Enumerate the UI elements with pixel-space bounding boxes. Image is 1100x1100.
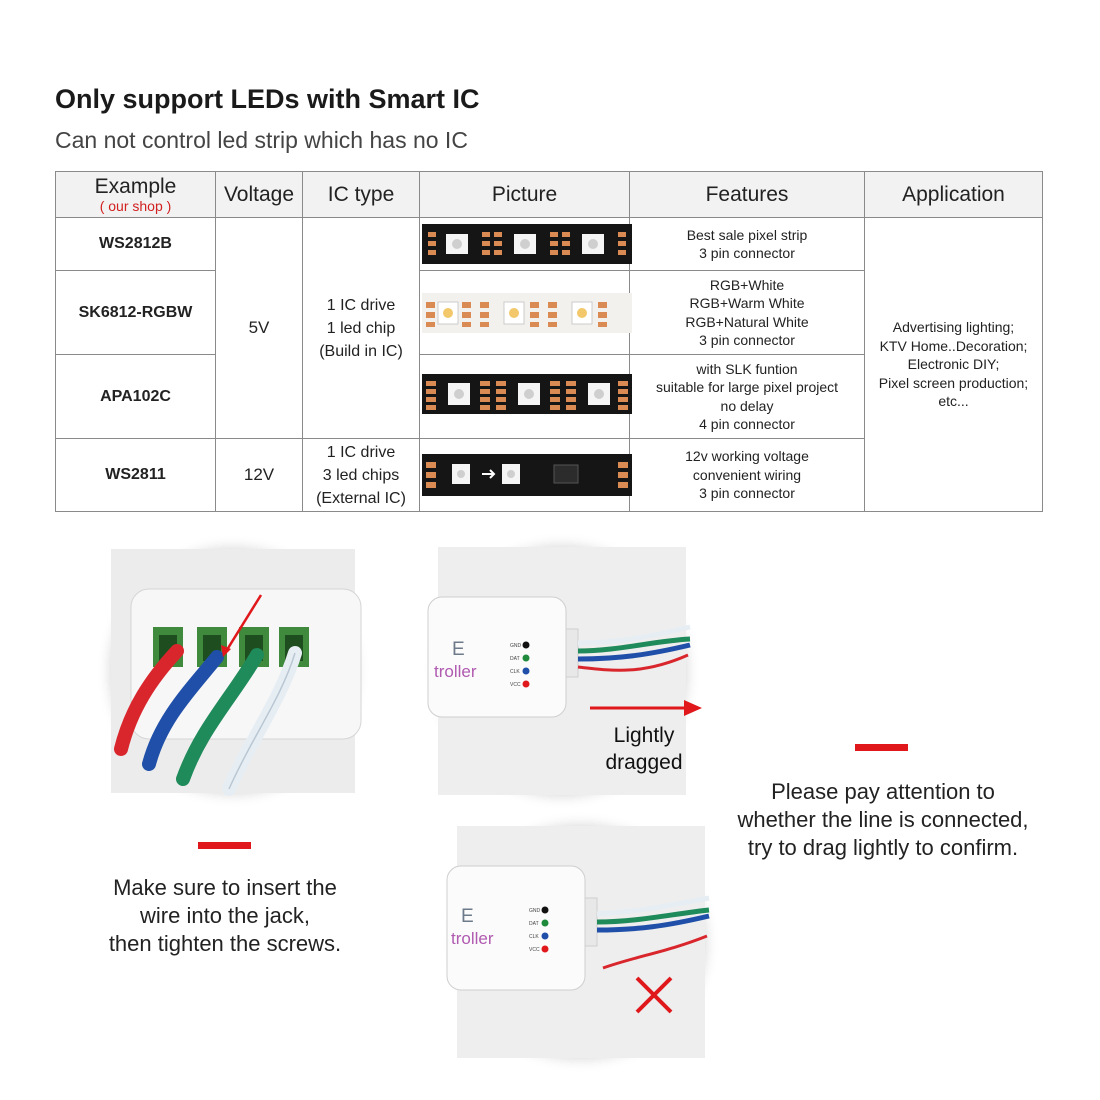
header-features: Features <box>630 172 865 218</box>
controller-label-fragment-2: troller <box>434 662 477 681</box>
page-title: Only support LEDs with Smart IC <box>55 84 480 114</box>
model-sk6812-rgbw: SK6812-RGBW <box>56 271 216 355</box>
feature-line: RGB+Natural White <box>685 313 809 330</box>
voltage-5v: 5V <box>216 218 303 439</box>
drag-caption-line: dragged <box>605 751 683 774</box>
features-apa102c <box>630 355 865 439</box>
application-line: etc... <box>938 393 969 410</box>
picture-apa102c <box>420 355 630 439</box>
feature-line: Best sale pixel strip <box>686 226 808 243</box>
application-line: Advertising lighting; <box>892 319 1015 336</box>
table-header-row <box>56 172 1043 218</box>
svg-text:DAT: DAT <box>529 921 539 927</box>
feature-line: no delay <box>720 397 774 414</box>
svg-text:GND: GND <box>510 643 522 649</box>
led-strip-black-image <box>422 218 632 270</box>
application-line: KTV Home..Decoration; <box>879 337 1028 354</box>
controller-wrong-photo <box>451 826 705 1058</box>
feature-line: RGB+White <box>709 276 785 293</box>
svg-text:CLK: CLK <box>510 669 520 675</box>
controller-label-fragment-1: E <box>461 906 474 927</box>
led-strip-white-image <box>422 271 632 354</box>
application-line: Pixel screen production; <box>878 374 1029 391</box>
terminal-block-image <box>111 549 355 793</box>
insert-caption-line: Make sure to insert the <box>113 875 337 900</box>
insert-caption-line: wire into the jack, <box>140 903 310 928</box>
feature-line: suitable for large pixel project <box>655 379 839 395</box>
drag-arrow-icon <box>588 698 706 718</box>
terminal-block-photo <box>111 549 355 793</box>
features-ws2811 <box>630 439 865 512</box>
red-dash-divider <box>855 744 908 751</box>
model-ws2811: WS2811 <box>56 439 216 512</box>
features-sk6812-rgbw <box>630 271 865 355</box>
led-strip-black-4pin-image <box>422 355 632 438</box>
attention-caption-line: Please pay attention to <box>771 779 995 804</box>
header-example-note: ( our shop ) <box>99 198 172 214</box>
controller-label-fragment-1: E <box>452 639 465 660</box>
table-row <box>56 218 1043 271</box>
feature-line: convenient wiring <box>692 466 802 483</box>
ic-type-5v <box>303 218 420 439</box>
controller-pulled-image <box>451 826 705 1058</box>
attention-caption-line: try to drag lightly to confirm. <box>747 835 1019 860</box>
feature-line: 3 pin connector <box>699 332 795 348</box>
model-apa102c: APA102C <box>56 355 216 439</box>
svg-text:DAT: DAT <box>510 656 520 662</box>
svg-text:VCC: VCC <box>529 947 540 953</box>
picture-sk6812-rgbw <box>420 271 630 355</box>
feature-line: 12v working voltage <box>685 448 809 465</box>
controller-label-fragment-2: troller <box>451 929 494 948</box>
feature-line: 3 pin connector <box>699 245 795 261</box>
ic-line: (Build in IC) <box>319 342 403 360</box>
red-dash-divider <box>198 842 251 849</box>
feature-line: RGB+Warm White <box>689 295 805 311</box>
svg-text:CLK: CLK <box>529 934 539 940</box>
feature-line: with SLK funtion <box>696 360 798 377</box>
voltage-12v: 12V <box>216 439 303 512</box>
header-voltage: Voltage <box>216 172 303 218</box>
page-subtitle: Can not control led strip which has no IC <box>55 127 468 153</box>
ic-line: 1 IC drive <box>326 296 396 314</box>
feature-line: 4 pin connector <box>699 416 795 432</box>
led-strip-12v-image <box>422 439 632 511</box>
header-example-label: Example <box>94 175 177 198</box>
ic-line: (External IC) <box>316 489 406 507</box>
drag-caption-line: Lightly <box>613 724 675 747</box>
model-ws2812b: WS2812B <box>56 218 216 271</box>
header-picture: Picture <box>420 172 630 218</box>
ic-line: 1 led chip <box>326 319 396 337</box>
attention-caption <box>708 778 1058 862</box>
attention-caption-line: whether the line is connected, <box>737 807 1029 832</box>
led-compatibility-table <box>55 171 1043 512</box>
svg-text:VCC: VCC <box>510 682 521 688</box>
picture-ws2812b <box>420 218 630 271</box>
application-line: Electronic DIY; <box>907 356 1000 373</box>
svg-text:GND: GND <box>529 908 541 914</box>
picture-ws2811 <box>420 439 630 512</box>
application-cell <box>865 218 1043 512</box>
insert-caption <box>60 874 390 958</box>
drag-caption <box>582 722 706 776</box>
ic-line: 1 IC drive <box>326 443 396 461</box>
header-example <box>56 172 216 218</box>
feature-line: 3 pin connector <box>699 485 795 502</box>
header-application: Application <box>865 172 1043 218</box>
features-ws2812b <box>630 218 865 271</box>
ic-line: 3 led chips <box>322 466 400 484</box>
header-ic-type: IC type <box>303 172 420 218</box>
insert-caption-line: then tighten the screws. <box>108 931 342 956</box>
ic-type-12v <box>303 439 420 512</box>
